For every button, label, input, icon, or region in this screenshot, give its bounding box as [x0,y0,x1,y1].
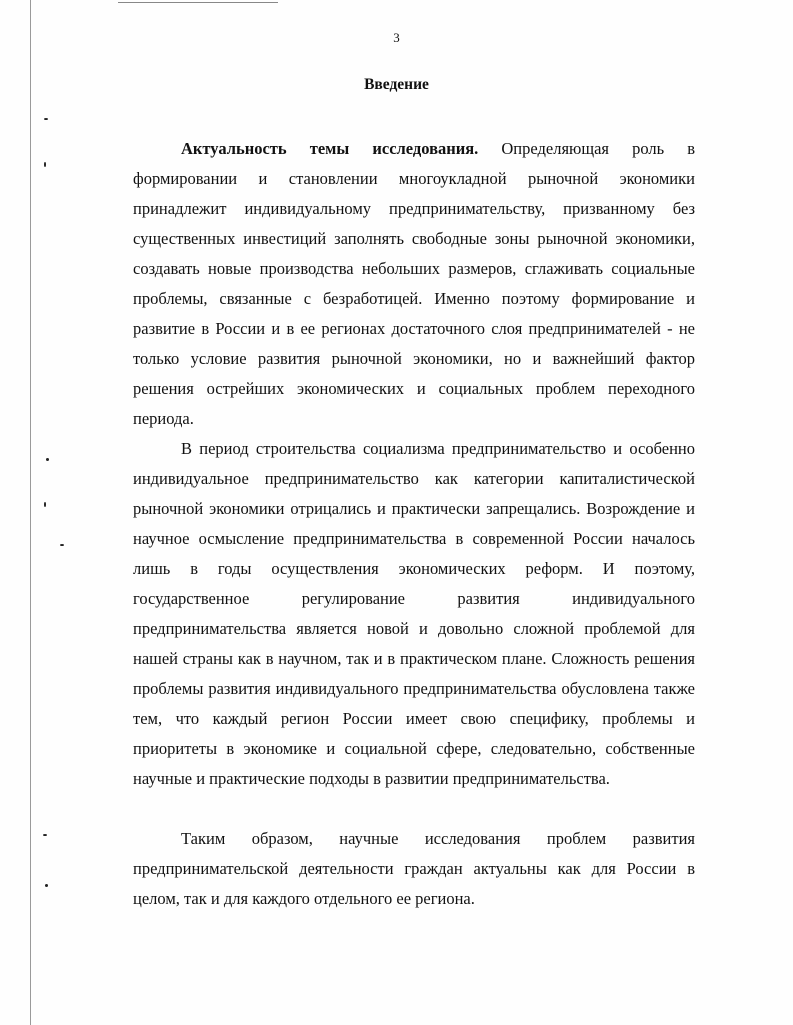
paragraph-history [133,434,695,794]
paragraph-text: В период строительства социализма предпринимательство и особенно индивидуальное предпринимательство как категории капиталистической рыночной экономики отрицались и практически запрещались. Возрождение и научное осмысление предпринимательства в современной России началось лишь в годы осуществления экономических реформ. И поэтому, государственное регулирование развития индивидуального предпринимательства является новой и довольно сложной проблемой для нашей страны как в научном, так и в практическом плане. Сложность решения проблемы развития индивидуального предпринимательства обусловлена также тем, что каждый регион России имеет свою специфику, проблемы и приоритеты в экономике и социальной сфере, следовательно, собственные научные и практические подходы в развитии предпринимательства. [133,439,695,788]
page-title: Введение [364,76,429,93]
scan-left-edge [30,0,31,1025]
scan-speck [44,118,48,120]
paragraph-lead: Актуальность темы исследования. [181,139,479,158]
paragraph-relevance [133,134,695,434]
paragraph-text: Определяющая роль в формировании и становлении многоукладной рыночной экономики принадлежит индивидуальному предпринимательству, призванному без существенных инвестиций заполнять свободные зоны рыночной экономики, создавать новые производства небольших размеров, сглаживать социальные проблемы, связанные с безработицей. Именно поэтому формирование и развитие в России и в ее регионах достаточного слоя предпринимателей - не только условие развития рыночной экономики, но и важнейший фактор решения острейших экономических и социальных проблем переходного периода. [133,139,695,428]
scan-speck [44,162,46,167]
scan-speck [45,884,48,887]
scan-speck [46,458,49,461]
page-number: 3 [393,30,400,45]
scan-speck [43,834,47,836]
scan-speck [44,502,46,507]
scan-speck [60,544,64,546]
scan-top-rule [118,2,278,3]
paragraph-conclusion [133,824,695,914]
paragraph-text: Таким образом, научные исследования проблем развития предпринимательской деятельности граждан актуальны как для России в целом, так и для каждого отдельного ее региона. [133,829,695,908]
